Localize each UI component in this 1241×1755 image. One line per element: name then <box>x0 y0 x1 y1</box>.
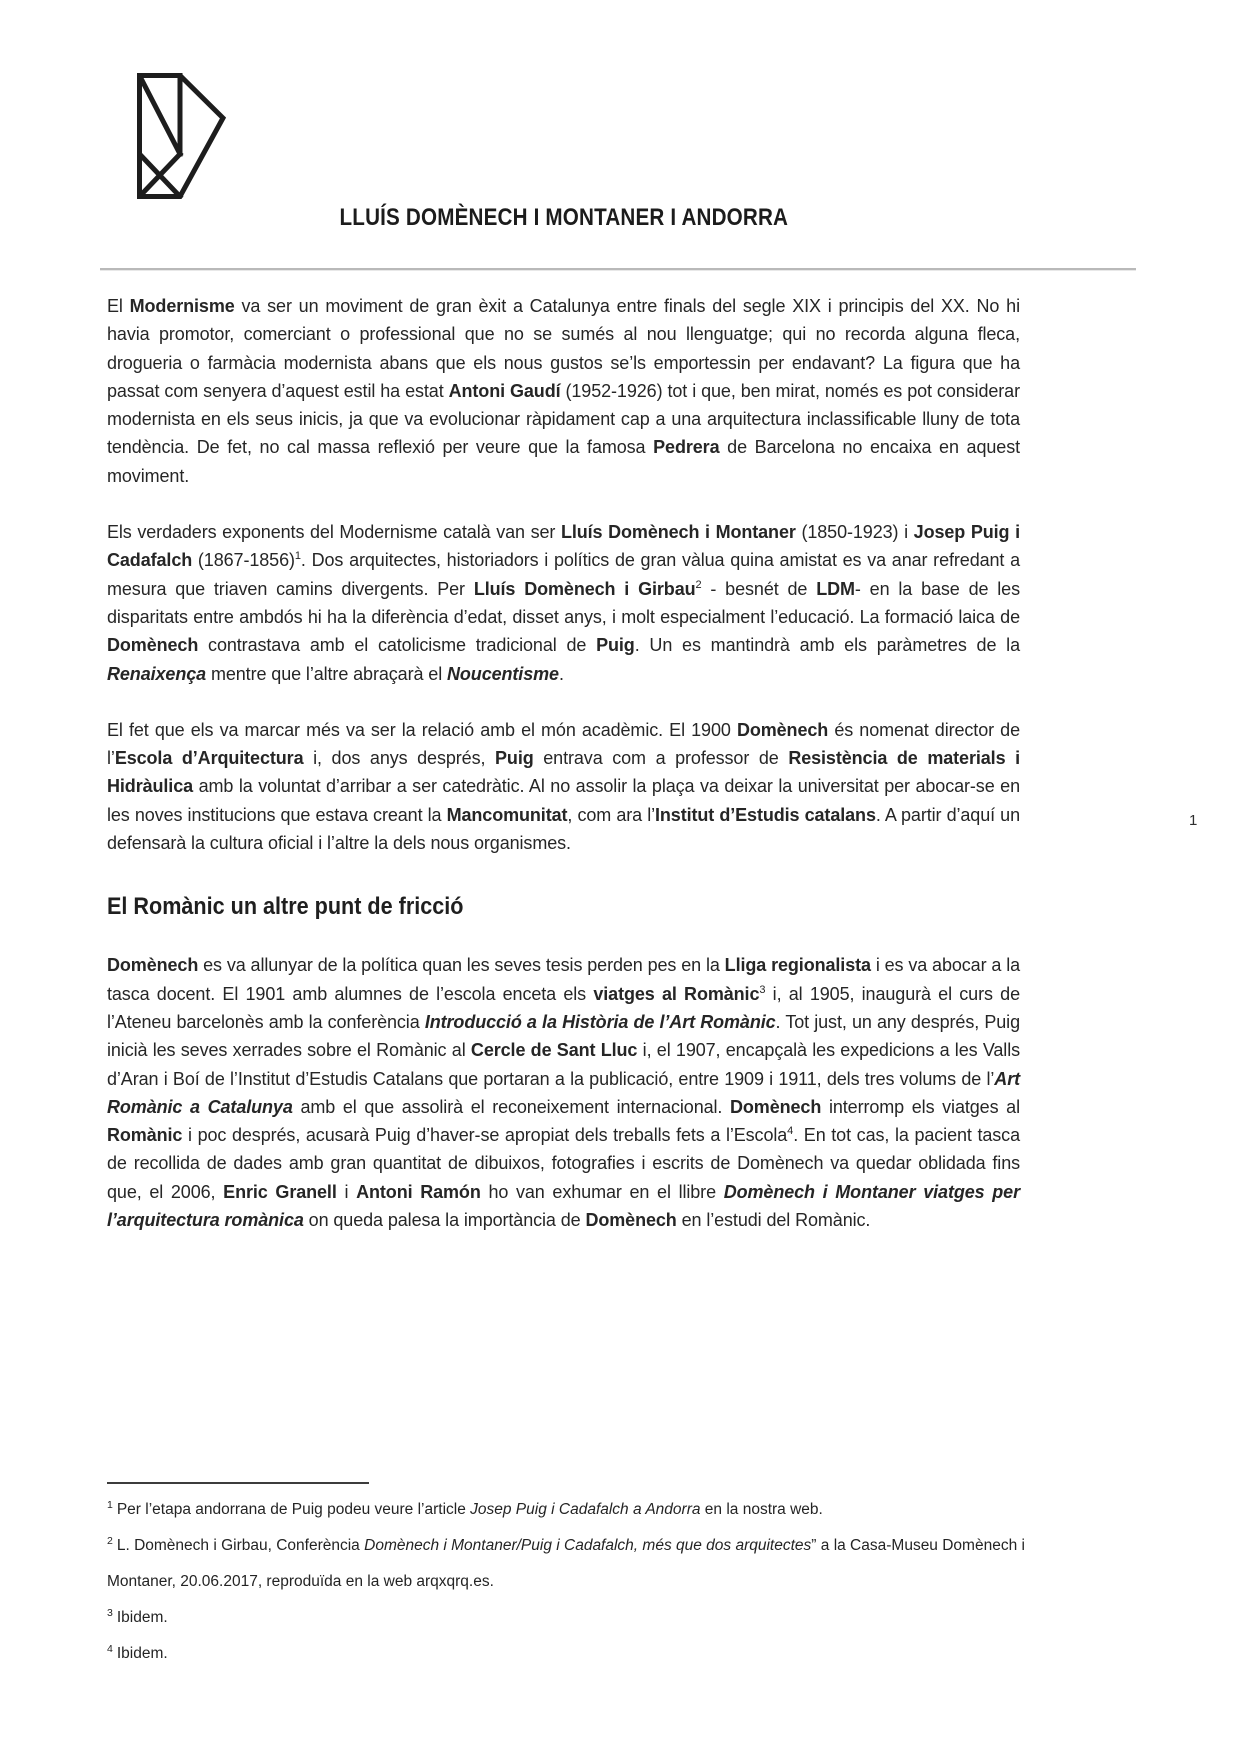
footnote-1-text <box>117 1501 823 1518</box>
text-run: Domènech <box>730 1096 822 1117</box>
text-run: va ser un moviment de gran èxit a Catalunya entre finals del segle XIX i principis del XX. No hi havia promotor, comerciant o professional que no se sumés al nou llenguatge; qui no recorda alguna fleca, drogueria o farmàcia modernista abans que els nous gustos se’ls emportessin per endavant? La figura que ha passat com senyera d’aquest estil ha estat <box>107 296 1020 401</box>
text-run: Domènech i Montaner viatges per l’arquitectura romànica <box>107 1181 1020 1231</box>
text-run: (1952-1926) tot i que, ben mirat, només es pot considerar modernista en els seus inicis, ja que va evolucionar ràpidament cap a una arquitectura inclassificable lluny de tota tendència. De fet, no cal massa reflexió per veure que la famosa <box>107 380 1020 458</box>
text-run: Ibidem. <box>116 1645 168 1662</box>
text-run: entrava com a professor de <box>533 748 789 769</box>
text-run: Cercle de Sant Lluc <box>470 1040 638 1061</box>
text-run: en la nostra web. <box>700 1501 823 1518</box>
text-run: i poc després, acusarà Puig d’haver-se apropiat dels treballs fets a l’Escola <box>182 1125 788 1146</box>
section-heading-text: El Romànic un altre punt de fricció <box>107 893 464 921</box>
text-run: . Dos arquitectes, historiadors i polítics de gran vàlua quina amistat es va anar refredant a mesura que triaven camins divergents. Per <box>107 550 1021 599</box>
text-run: Pedrera <box>653 437 720 458</box>
text-run: Lliga regionalista <box>724 955 871 976</box>
page-title-text: LLUÍS DOMÈNECH I MONTANER I ANDORRA <box>339 204 788 231</box>
text-run: L. Domènech i Girbau, Conferència <box>116 1537 365 1554</box>
text-run: Domènech <box>736 719 829 740</box>
text-run: ho van exhumar en el llibre <box>480 1181 724 1202</box>
paragraph-romanic <box>107 951 1020 1234</box>
footnote-2-text <box>107 1534 1025 1590</box>
article-body <box>107 292 1020 1262</box>
text-run: Josep Puig i Cadafalch a Andorra <box>470 1501 701 1518</box>
section-heading-romanic <box>107 893 1020 921</box>
text-run: Domènech i Montaner/Puig i Cadafalch, més que dos arquitectes <box>364 1537 812 1554</box>
footnotes-section <box>107 1482 1037 1672</box>
text-run: Romànic <box>107 1125 183 1146</box>
footnote-separator <box>107 1482 369 1484</box>
text-run: LDM <box>816 578 855 599</box>
text-run: mentre que l’altre abraçarà el <box>206 663 447 684</box>
page-title <box>107 204 1020 232</box>
text-run: . <box>558 663 564 684</box>
footnote-4 <box>107 1636 1037 1672</box>
text-run: Josep Puig i Cadafalch <box>107 522 1021 571</box>
footnote-reference: 2 <box>695 578 702 591</box>
text-run: Domènech <box>107 635 199 656</box>
text-run: Mancomunitat <box>446 804 568 825</box>
d-monogram-icon <box>137 73 226 199</box>
text-run: i, dos anys després, <box>303 748 496 769</box>
paragraph-academic <box>107 716 1020 857</box>
footnote-reference: 4 <box>787 1125 794 1138</box>
footnote-reference: 1 <box>294 550 301 563</box>
text-run: . Un es mantindrà amb els paràmetres de la <box>634 635 1020 656</box>
text-run: , com ara l’ <box>567 804 655 825</box>
text-run: Lluís Domènech i Girbau <box>473 578 696 599</box>
text-run: . En tot cas, la pacient tasca de recollida de dades amb gran quantitat de dibuixos, fotografies i escrits de Domènech va quedar oblidada fins que, el 2006, <box>107 1125 1020 1202</box>
text-run: Escola d’Arquitectura <box>114 748 304 769</box>
paragraph-exponents <box>107 518 1020 688</box>
text-run: Lluís Domènech i Montaner <box>560 522 796 543</box>
text-run: Els verdaders exponents del Modernisme català van ser <box>107 522 561 543</box>
text-run: viatges al Romànic <box>593 983 760 1004</box>
text-run: (1850-1923) i <box>795 522 914 543</box>
text-run: amb la voluntat d’arribar a ser catedràtic. Al no assolir la plaça va deixar la universitat per abocar-se en les noves institucions que estava creant la <box>107 776 1020 825</box>
text-run: Antoni Gaudí <box>448 380 561 401</box>
domenech-montaner-logo <box>137 73 226 204</box>
text-run: . A partir d’aquí un defensarà la cultura oficial i l’altre la dels nous organismes. <box>107 804 1020 854</box>
text-run: i, al 1905, inaugurà el curs de l’Ateneu barcelonès amb la conferència <box>107 983 1020 1032</box>
text-run: on queda palesa la importància de <box>303 1210 586 1231</box>
text-run: en l’estudi del Romànic. <box>676 1210 871 1231</box>
text-run: ” a la Casa-Museu Domènech i Montaner, 20.06.2017, reproduïda en la web arqxqrq.es. <box>107 1537 1025 1590</box>
text-run: contrastava amb el catolicisme tradicional de <box>198 635 597 656</box>
text-run: El <box>107 296 130 316</box>
footnote-4-text <box>117 1645 168 1662</box>
text-run: - besnét de <box>701 578 817 599</box>
footnote-1-marker: 1 <box>107 1498 113 1511</box>
footnote-3 <box>107 1600 1037 1636</box>
text-run: Renaixença <box>107 663 207 684</box>
text-run: Enric Granell <box>223 1181 337 1202</box>
text-run: Introducció a la Història de l’Art Romànic <box>424 1011 776 1032</box>
text-run: Ibidem. <box>116 1609 168 1626</box>
text-run: de Barcelona no encaixa en aquest moviment. <box>107 437 1020 486</box>
text-run: interromp els viatges al <box>821 1096 1020 1117</box>
footnote-3-text <box>117 1609 168 1626</box>
text-run: - en la base de les disparitats entre ambdós hi ha la diferència d’edat, disset anys, i molt especialment l’educació. La formació laica de <box>107 578 1020 627</box>
text-run: Puig <box>495 748 534 769</box>
title-divider <box>100 268 1136 270</box>
footnote-1 <box>107 1492 1037 1528</box>
text-run: . Tot just, un any després, Puig inicià les seves xerrades sobre el Romànic al <box>107 1011 1020 1061</box>
footnote-2-marker: 2 <box>107 1534 113 1547</box>
text-run: Institut d’Estudis catalans <box>655 804 876 825</box>
text-run: Puig <box>596 635 635 656</box>
text-run: Domènech <box>585 1210 677 1231</box>
text-run: i es va abocar a la tasca docent. El 1901 amb alumnes de l’escola enceta els <box>107 955 1021 1004</box>
footnote-3-marker: 3 <box>107 1606 113 1619</box>
text-run: i, el 1907, encapçalà les expedicions a les Valls d’Aran i Boí de l’Institut d’Estudis Catalans que portaran a la publicació, entre 1909 i 1911, dels tres volums de l’ <box>107 1040 1021 1089</box>
text-run: El fet que els va marcar més va ser la relació amb el món acadèmic. El 1900 <box>107 719 737 740</box>
footnote-2 <box>107 1528 1037 1600</box>
text-run: es va allunyar de la política quan les seves tesis perden pes en la <box>198 955 725 976</box>
footnote-reference: 3 <box>759 983 766 996</box>
footnote-4-marker: 4 <box>107 1642 113 1655</box>
page-number: 1 <box>1189 812 1198 829</box>
text-run: i <box>336 1181 357 1202</box>
paragraph-modernisme <box>107 292 1020 490</box>
text-run: (1867-1856) <box>192 550 295 571</box>
text-run: és nomenat director de l’ <box>107 719 1020 769</box>
text-run: Resistència de materials i Hidràulica <box>107 748 1021 797</box>
text-run: amb el que assolirà el reconeixement internacional. <box>292 1096 731 1117</box>
text-run: Antoni Ramón <box>356 1181 481 1202</box>
text-run: Modernisme <box>129 296 235 316</box>
text-run: Art Romànic a Catalunya <box>107 1068 1020 1117</box>
text-run: Domènech <box>107 955 199 976</box>
text-run: Noucentisme <box>447 663 559 684</box>
text-run: Per l’etapa andorrana de Puig podeu veure l’article <box>116 1501 471 1518</box>
